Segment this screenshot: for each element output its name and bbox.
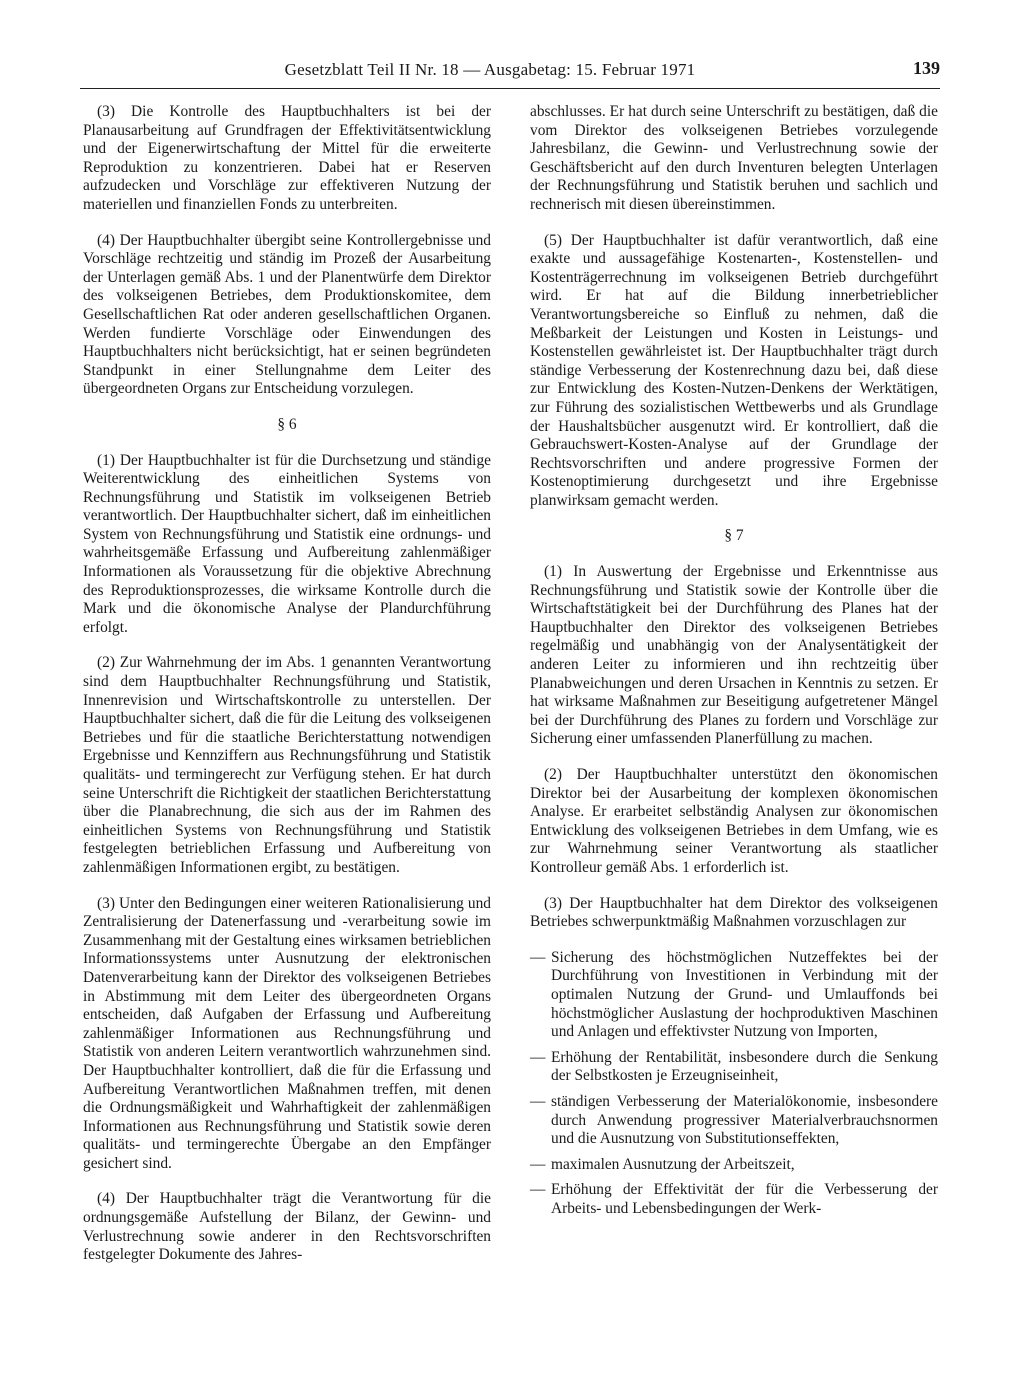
- left-column: [83, 103, 491, 1282]
- list-item-text: ständigen Verbesserung der Materialökonomie, insbesondere durch Anwendung progressiver Materialverbrauchsnormen und die Ausnutzung von Substitutionseffekten,: [551, 1092, 938, 1148]
- list-item: [530, 1049, 938, 1086]
- section-heading: § 7: [724, 527, 744, 545]
- paragraph: (1) In Auswertung der Ergebnisse und Erkenntnisse aus Rechnungsführung und Statistik sowie der Kontrolle über die Wirtschaftstätigkeit bei der Durchführung des Planes hat der Hauptbuchhalter den Direktor des volkseigenen Betriebes regelmäßig und unabhängig von der Analysentätigkeit der anderen Leiter zu informieren und ihn rechtzeitig über Planabweichungen und deren Ursachen in Kenntnis zu setzen. Er hat wirksame Maßnahmen zur Beseitigung aufgetretener Mängel bei der Durchführung des Planes zu fordern und Vorschläge zur Sicherung einer umfassenden Planerfüllung zu machen.: [530, 563, 938, 748]
- list-item: [530, 1156, 938, 1175]
- list-dash: —: [530, 948, 546, 966]
- paragraph: (1) Der Hauptbuchhalter ist für die Durchsetzung und ständige Weiterentwicklung des einheitlichen Systems von Rechnungsführung und Statistik im volkseigenen Betrieb verantwortlich. Der Hauptbuchhalter sichert, daß im einheitlichen System von Rechnungsführung und Statistik eine ordnungs- und wahrheitsgemäße Erfassung und Aufbereitung zahlenmäßiger Informationen als Voraussetzung für die objektive Abrechnung des Reproduktionsprozesses, die wirksame Kontrolle durch die Mark und die ökonomische Analyse der Plandurchführung erfolgt.: [83, 451, 491, 636]
- paragraph: (3) Der Hauptbuchhalter hat dem Direktor des volkseigenen Betriebes schwerpunktmäßig Maßnahmen vorzuschlagen zur: [530, 894, 938, 931]
- list-dash: —: [530, 1092, 546, 1110]
- paragraph: (2) Der Hauptbuchhalter unterstützt den ökonomischen Direktor bei der Ausarbeitung der komplexen ökonomischen Analyse. Er erarbeitet selbständig Analysen zur ökonomischen Entwicklung des volkseigenen Betriebes in dem Umfang, wie es zur Wahrnehmung seiner Verantwortung als staatlicher Kontrolleur gemäß Abs. 1 erforderlich ist.: [530, 766, 938, 876]
- paragraph: abschlusses. Er hat durch seine Unterschrift zu bestätigen, daß die vom Direktor des volkseigenen Betriebes vorzulegende Jahresbilanz, die Gewinn- und Verlustrechnung sowie der Geschäftsbericht auf den durch Inventuren belegten Unterlagen der Rechnungsführung und Statistik beruhen und sachlich und rechnerisch mit diesen übereinstimmen.: [530, 103, 938, 213]
- paragraph: (4) Der Hauptbuchhalter trägt die Verantwortung für die ordnungsgemäße Aufstellung der Bilanz, der Gewinn- und Verlustrechnung sowie anderer in den Rechtsvorschriften festgelegter Dokumente des Jahres-: [83, 1190, 491, 1264]
- list-dash: —: [530, 1155, 546, 1173]
- page-number: 139: [913, 58, 940, 78]
- list-item-text: Erhöhung der Rentabilität, insbesondere durch die Senkung der Selbstkosten je Erzeugniseinheit,: [551, 1048, 938, 1085]
- paragraph: (3) Unter den Bedingungen einer weiteren Rationalisierung und Zentralisierung der Datenerfassung und -verarbeitung sowie im Zusammenhang mit der Gestaltung eines wirksamen betrieblichen Informationssystems unter Ausnutzung der elektronischen Datenverarbeitung kann der Direktor des volkseigenen Betriebes in Abstimmung mit dem Leiter des übergeordneten Organs entscheiden, daß Aufgaben der Erfassung und Aufbereitung zahlenmäßiger Informationen aus Rechnungsführung und Statistik von anderen Leitern verantwortlich wahrzunehmen sind. Der Hauptbuchhalter kontrolliert, daß die für die Erfassung und Aufbereitung Verantwortlichen Maßnahmen treffen, mit denen die Ordnungsmäßigkeit und Wahrhaftigkeit der zahlenmäßigen Informationen aus Rechnungsführung und Statistik sowie deren qualitäts- und termingerechte Übergabe an den Empfänger gesichert sind.: [83, 894, 491, 1172]
- paragraph: (2) Zur Wahrnehmung der im Abs. 1 genannten Verantwortung sind dem Hauptbuchhalter Rechnungsführung und Statistik, Innenrevision und Wirtschaftskontrolle zu unterstellen. Der Hauptbuchhalter sichert, daß die für die Leitung des volkseigenen Betriebes und für die staatliche Berichterstattung notwendigen Ergebnisse und Kennziffern aus Rechnungsführung und Statistik qualitäts- und termingerecht zur Verfügung stehen. Er hat durch seine Unterschrift die Richtigkeit der staatlichen Berichterstattung über die Planabrechnung, die sich aus der im Rahmen des einheitlichen Systems von Rechnungsführung und Statistik festgelegten betrieblichen Erfassung und Aufbereitung von zahlenmäßigen Informationen ergibt, zu bestätigen.: [83, 654, 491, 876]
- paragraph: (5) Der Hauptbuchhalter ist dafür verantwortlich, daß eine exakte und aussagefähige Kostenarten-, Kostenstellen- und Kostenträgerrechnung im volkseigenen Betrieb durchgeführt wird. Er hat auf die Bildung innerbetrieblicher Verantwortungsbereiche so Einfluß zu nehmen, daß die Meßbarkeit der Leistungen und Kosten in Leistungs- und Kostenstellen gewährleistet ist. Der Hauptbuchhalter trägt durch ständige Verbesserung der Kostenrechnung dazu bei, daß diese zur Entwicklung des Kosten-Nutzen-Denkens der Werktätigen, zur Führung des sozialistischen Wettbewerbs und als Grundlage der Haushaltsbücher ausgenutzt wird. Er kontrolliert, daß die Gebrauchswert-Kosten-Analyse auf der Grundlage der Rechtsvorschriften und andere progressive Formen der Kostenoptimierung durchgesetzt und ihre Ergebnisse planwirksam gemacht werden.: [530, 231, 938, 509]
- section-heading: § 6: [277, 415, 297, 433]
- list-item: [530, 1181, 938, 1218]
- list-item-text: Erhöhung der Effektivität der für die Verbesserung der Arbeits- und Lebensbedingungen der Werk-: [551, 1181, 938, 1217]
- list-item-text: Sicherung des höchstmöglichen Nutzeffektes bei der Durchführung von Investitionen in Verbindung mit der optimalen Nutzung der Grund- und Umlauffonds bei höchstmöglicher Auslastung der hochproduktiven Maschinen und Anlagen und effektivster Nutzung von Importen,: [551, 948, 938, 1041]
- list-dash: —: [530, 1048, 546, 1066]
- paragraph: (3) Die Kontrolle des Hauptbuchhalters ist bei der Planausarbeitung auf Grundfragen der Effektivitätsentwicklung und der Eigenerwirtschaftung der Mittel für die erweiterte Reproduktion zu konzentrieren. Dabei hat er Reserven aufzudecken und Vorschläge zur effektiveren Nutzung der materiellen und finanziellen Fonds zu unterbreiten.: [83, 103, 491, 213]
- paragraph: (4) Der Hauptbuchhalter übergibt seine Kontrollergebnisse und Vorschläge rechtzeitig und ständig im Prozeß der Ausarbeitung der Unterlagen gemäß Abs. 1 und der Planentwürfe dem Direktor des volkseigenen Betriebes, dem Produktionskomitee, dem Gesellschaftlichen Rat oder anderen gesellschaftlichen Organen. Werden fundierte Vorschläge oder Einwendungen des Hauptbuchhalters nicht berücksichtigt, hat er seinen begründeten Standpunkt in einer Stellungnahme dem Leiter des übergeordneten Organs zur Entscheidung vorzulegen.: [83, 231, 491, 398]
- page-header: [80, 58, 940, 89]
- measures-list: [530, 949, 938, 1219]
- header-title: Gesetzblatt Teil II Nr. 18 — Ausgabetag: 15. Februar 1971: [284, 60, 696, 79]
- list-dash: —: [530, 1181, 546, 1199]
- right-column: [530, 103, 938, 1225]
- list-item: [530, 949, 938, 1042]
- list-item: [530, 1093, 938, 1149]
- list-item-text: maximalen Ausnutzung der Arbeitszeit,: [551, 1155, 795, 1173]
